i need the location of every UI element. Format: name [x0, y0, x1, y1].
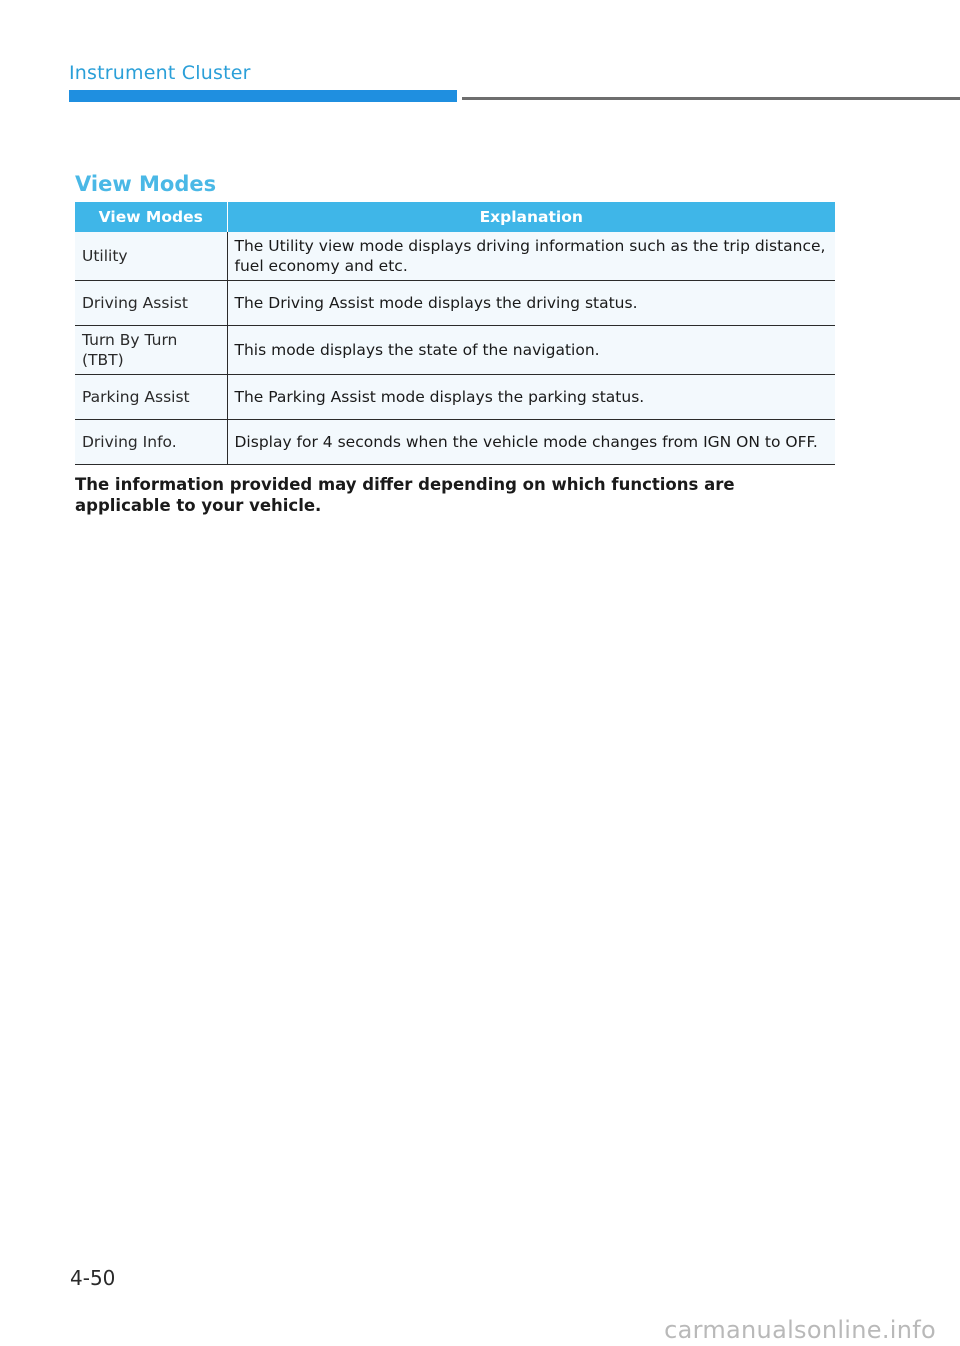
column-header-explanation: Explanation [227, 202, 835, 232]
mode-cell: Parking Assist [75, 375, 227, 420]
table-row [75, 326, 835, 375]
view-modes-table [75, 202, 835, 465]
watermark: carmanualsonline.info [664, 1316, 936, 1344]
header-rule-accent [69, 90, 457, 102]
mode-cell: Driving Assist [75, 281, 227, 326]
page-number: 4-50 [70, 1266, 116, 1290]
section-title: View Modes [75, 172, 217, 196]
table-row [75, 420, 835, 465]
explanation-cell: The Utility view mode displays driving information such as the trip distance, fuel economy and etc. [227, 232, 835, 281]
mode-cell: Driving Info. [75, 420, 227, 465]
applicability-note: The information provided may differ depending on which functions are applicable to your vehicle. [75, 475, 735, 515]
table-row [75, 232, 835, 281]
column-header-view-modes: View Modes [75, 202, 227, 232]
mode-cell: Utility [75, 232, 227, 281]
table-row [75, 281, 835, 326]
explanation-cell: The Driving Assist mode displays the driving status. [227, 281, 835, 326]
explanation-cell: Display for 4 seconds when the vehicle mode changes from IGN ON to OFF. [227, 420, 835, 465]
explanation-cell: The Parking Assist mode displays the parking status. [227, 375, 835, 420]
chapter-title: Instrument Cluster [69, 62, 251, 84]
table-row [75, 375, 835, 420]
table-header-row [75, 202, 835, 232]
header-rule-grey [462, 97, 960, 100]
mode-cell: Turn By Turn (TBT) [75, 326, 227, 375]
explanation-cell: This mode displays the state of the navigation. [227, 326, 835, 375]
